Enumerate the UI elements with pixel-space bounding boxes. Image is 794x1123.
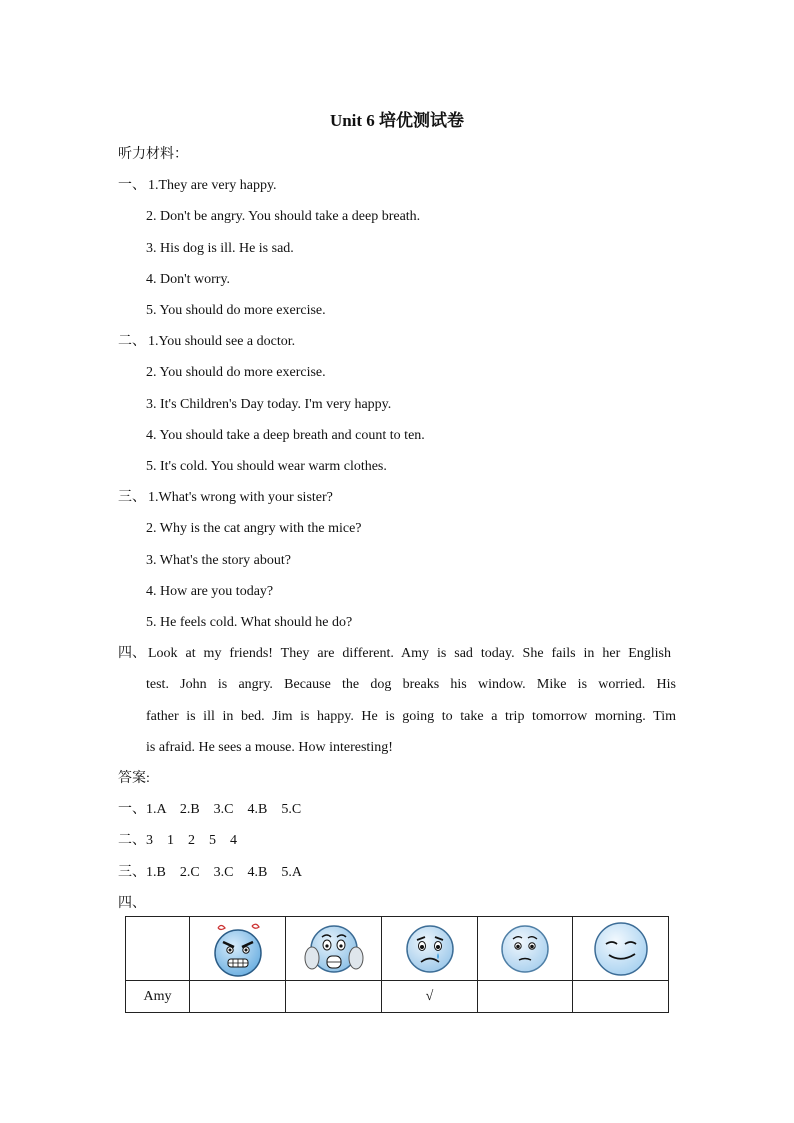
emotion-table: [125, 916, 669, 1013]
part2-item: 5. It's cold. You should wear warm clothes.: [146, 459, 387, 474]
answer-part2: 二、3 1 2 5 4: [118, 833, 237, 848]
part1-item: 4. Don't worry.: [146, 272, 231, 287]
sad-face-icon: [404, 923, 456, 975]
angry-face-icon: [210, 920, 266, 978]
part4-line: test. John is angry. Because the dog breaks his window. Mike is worried. His: [146, 677, 676, 692]
part2-item: 4. You should take a deep breath and count to ten.: [146, 428, 425, 443]
page-title: Unit 6 培优测试卷: [329, 111, 465, 130]
part3-item: 3. What's the story about?: [146, 553, 291, 568]
answer-cell: [286, 981, 382, 1013]
part4-line: Look at my friends! They are different. Amy is sad today. She fails in her English: [148, 646, 671, 661]
part2-item: 2. You should do more exercise.: [146, 365, 326, 380]
listening-label: 听力材料：: [118, 147, 188, 162]
part3-marker: 三、: [118, 490, 146, 505]
face-cell: [286, 917, 382, 981]
emotion-header-row: [126, 917, 669, 981]
face-cell: [190, 917, 286, 981]
part3-item: 5. He feels cold. What should he do?: [146, 615, 353, 630]
answers-label: 答案:: [118, 771, 150, 786]
happy-face-icon: [592, 920, 650, 978]
worried-face-icon: [499, 923, 551, 975]
part2-item: 1.You should see a doctor.: [148, 334, 296, 349]
part3-item: 1.What's wrong with your sister?: [148, 490, 333, 505]
answer-cell: [478, 981, 573, 1013]
part4-line: father is ill in bed. Jim is happy. He is going to take a trip tomorrow morning. Tim: [146, 709, 676, 724]
part1-item: 1.They are very happy.: [148, 178, 277, 193]
part1-item: 3. His dog is ill. He is sad.: [146, 241, 294, 256]
table-row: [126, 981, 669, 1013]
part3-item: 4. How are you today?: [146, 584, 274, 599]
part3-item: 2. Why is the cat angry with the mice?: [146, 521, 362, 536]
answer-part4-marker: 四、: [118, 896, 146, 911]
face-cell: [478, 917, 573, 981]
part1-item: 2. Don't be angry. You should take a deep breath.: [146, 209, 421, 224]
answer-part1: 一、1.A 2.B 3.C 4.B 5.C: [118, 802, 302, 817]
answer-part3: 三、1.B 2.C 3.C 4.B 5.A: [118, 865, 302, 880]
answer-cell: √: [382, 981, 478, 1013]
answer-cell: [190, 981, 286, 1013]
table-corner-cell: [126, 917, 190, 981]
face-cell: [382, 917, 478, 981]
part2-item: 3. It's Children's Day today. I'm very happy.: [146, 397, 392, 412]
part1-marker: 一、: [118, 178, 146, 193]
afraid-face-icon: [303, 920, 365, 978]
row-name-cell: Amy: [126, 981, 190, 1013]
part1-item: 5. You should do more exercise.: [146, 303, 326, 318]
part4-line: is afraid. He sees a mouse. How interesting!: [146, 740, 393, 755]
face-cell: [573, 917, 669, 981]
part2-marker: 二、: [118, 334, 146, 349]
answer-cell: [573, 981, 669, 1013]
part4-marker: 四、: [118, 646, 146, 661]
